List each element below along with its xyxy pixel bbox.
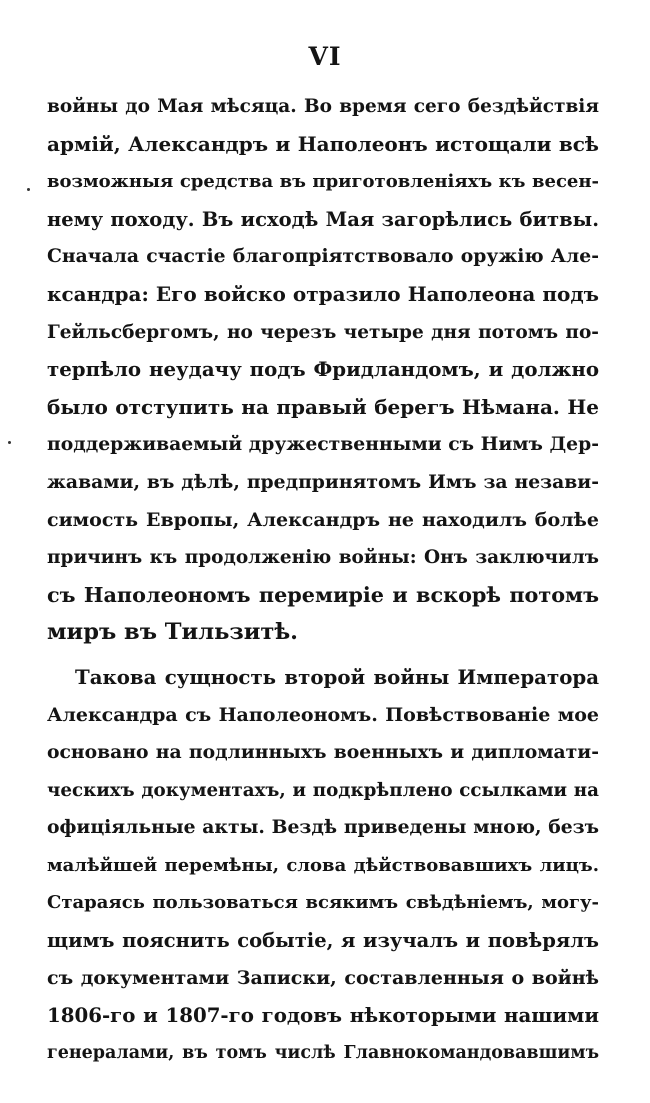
text-line: Сначала счастіе благопріятствовало оружію Але-: [47, 245, 599, 268]
text-line: армій, Александръ и Наполеонъ истощали всѣ: [47, 131, 599, 156]
text-line: поддерживаемый дружественными съ Нимъ Дер-: [47, 433, 599, 456]
paragraph-gap: [47, 652, 599, 659]
paragraph: [47, 659, 599, 1073]
text-line: возможныя средства въ приготовленіяхъ къ весен-: [47, 171, 599, 193]
body-text: [47, 88, 599, 1072]
text-line: щимъ пояснить событіе, я изучалъ и повѣрялъ: [47, 929, 599, 953]
text-line: основано на подлинныхъ военныхъ и дипломати-: [47, 741, 599, 764]
text-line: Стараясь пользоваться всякимъ свѣдѣніемъ, могу-: [47, 892, 599, 914]
page-number: VI: [308, 42, 342, 71]
text-line: ксандра: Его войско отразило Наполеона подъ: [47, 281, 599, 306]
text-line: войны до Мая мѣсяца. Во время сего бездѣйствія: [47, 96, 599, 117]
text-line: 1806-го и 1807-го годовъ нѣкоторыми нашими: [47, 1003, 599, 1028]
text-line: было отступить на правый берегъ Нѣмана. Не: [47, 394, 599, 419]
text-line: ческихъ документахъ, и подкрѣплено ссылками на: [47, 779, 599, 801]
text-line: съ документами Записки, составленныя о войнѣ: [47, 966, 599, 989]
text-line: симость Европы, Александръ не находилъ болѣе: [47, 508, 599, 531]
text-line: миръ въ Тильзитѣ.: [47, 619, 298, 646]
paragraph: [47, 88, 599, 652]
text-line: нему походу. Въ исходѣ Мая загорѣлись битвы.: [47, 207, 599, 231]
text-line: причинъ къ продолженію войны: Онъ заключилъ: [47, 547, 599, 569]
text-line: офиціяльные акты. Вездѣ приведены мною, безъ: [47, 816, 599, 839]
text-line: Александра съ Наполеономъ. Повѣствованіе мое: [47, 703, 599, 726]
text-line: Гейльсбергомъ, но черезъ четыре дня потомъ по-: [47, 321, 599, 343]
text-line: Такова сущность второй войны Императора: [75, 664, 599, 689]
print-speck: [27, 188, 30, 191]
text-line: малѣйшей перемѣны, слова дѣйствовавшихъ лицъ.: [47, 854, 599, 876]
text-line: съ Наполеономъ перемиріе и вскорѣ потомъ: [47, 582, 599, 607]
print-speck: [8, 441, 11, 444]
text-line: терпѣло неудачу подъ Фридландомъ, и должно: [47, 357, 599, 382]
text-line: жавами, въ дѣлѣ, предпринятомъ Имъ за незави-: [47, 470, 599, 493]
text-line: генералами, въ томъ числѣ Главнокомандовавшимъ: [47, 1042, 599, 1063]
